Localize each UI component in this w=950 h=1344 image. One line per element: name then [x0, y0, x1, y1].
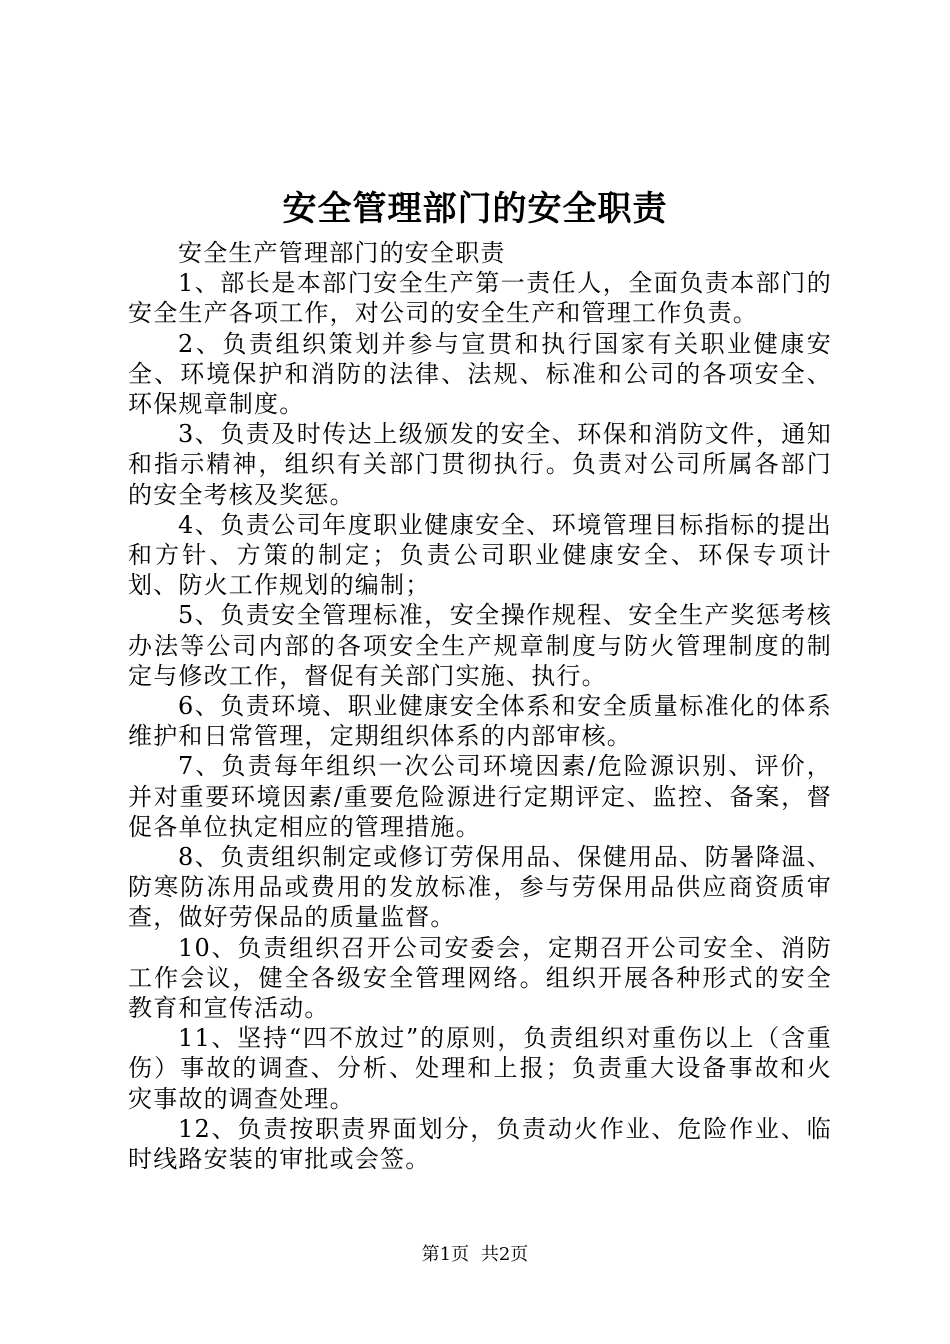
duty-paragraph: 4、负责公司年度职业健康安全、环境管理目标指标的提出和方针、方策的制定；负责公司职业健康安全、环保专项计划、防火工作规划的编制； — [128, 510, 832, 600]
duty-paragraph: 7、负责每年组织一次公司环境因素/危险源识别、评价，并对重要环境因素/重要危险源进行定期评定、监控、备案，督促各单位执定相应的管理措施。 — [128, 752, 832, 841]
duty-paragraph: 3、负责及时传达上级颁发的安全、环保和消防文件，通知和指示精神，组织有关部门贯彻执行。负责对公司所属各部门的安全考核及奖惩。 — [128, 420, 832, 509]
duty-paragraph: 1、部长是本部门安全生产第一责任人，全面负责本部门的安全生产各项工作，对公司的安全生产和管理工作负责。 — [128, 269, 832, 328]
duty-paragraph: 12、负责按职责界面划分，负责动火作业、危险作业、临时线路安装的审批或会签。 — [128, 1114, 832, 1174]
duty-paragraph: 8、负责组织制定或修订劳保用品、保健用品、防暑降温、防寒防冻用品或费用的发放标准，参与劳保用品供应商资质审查，做好劳保品的质量监督。 — [128, 843, 832, 932]
page-footer — [0, 1243, 950, 1267]
document-title: 安全管理部门的安全职责 — [282, 189, 668, 229]
duty-paragraph: 10、负责组织召开公司安委会，定期召开公司安全、消防工作会议，健全各级安全管理网络。组织开展各种形式的安全教育和宣传活动。 — [128, 933, 832, 1023]
page-number: 第1页 — [421, 1244, 470, 1265]
duty-paragraph: 2、负责组织策划并参与宣贯和执行国家有关职业健康安全、环境保护和消防的法律、法规、标准和公司的各项安全、环保规章制度。 — [128, 329, 832, 419]
document-body — [128, 238, 832, 1174]
document-subtitle: 安全生产管理部门的安全职责 — [178, 239, 506, 267]
page-total: 共2页 — [480, 1244, 529, 1265]
duty-paragraph: 6、负责环境、职业健康安全体系和安全质量标准化的体系维护和日常管理，定期组织体系的内部审核。 — [128, 692, 832, 751]
duty-paragraph: 5、负责安全管理标准，安全操作规程、安全生产奖惩考核办法等公司内部的各项安全生产规章制度与防火管理制度的制定与修改工作，督促有关部门实施、执行。 — [128, 601, 832, 690]
duty-paragraph: 11、坚持“四不放过”的原则，负责组织对重伤以上（含重伤）事故的调查、分析、处理和上报；负责重大设备事故和火灾事故的调查处理。 — [128, 1024, 832, 1113]
